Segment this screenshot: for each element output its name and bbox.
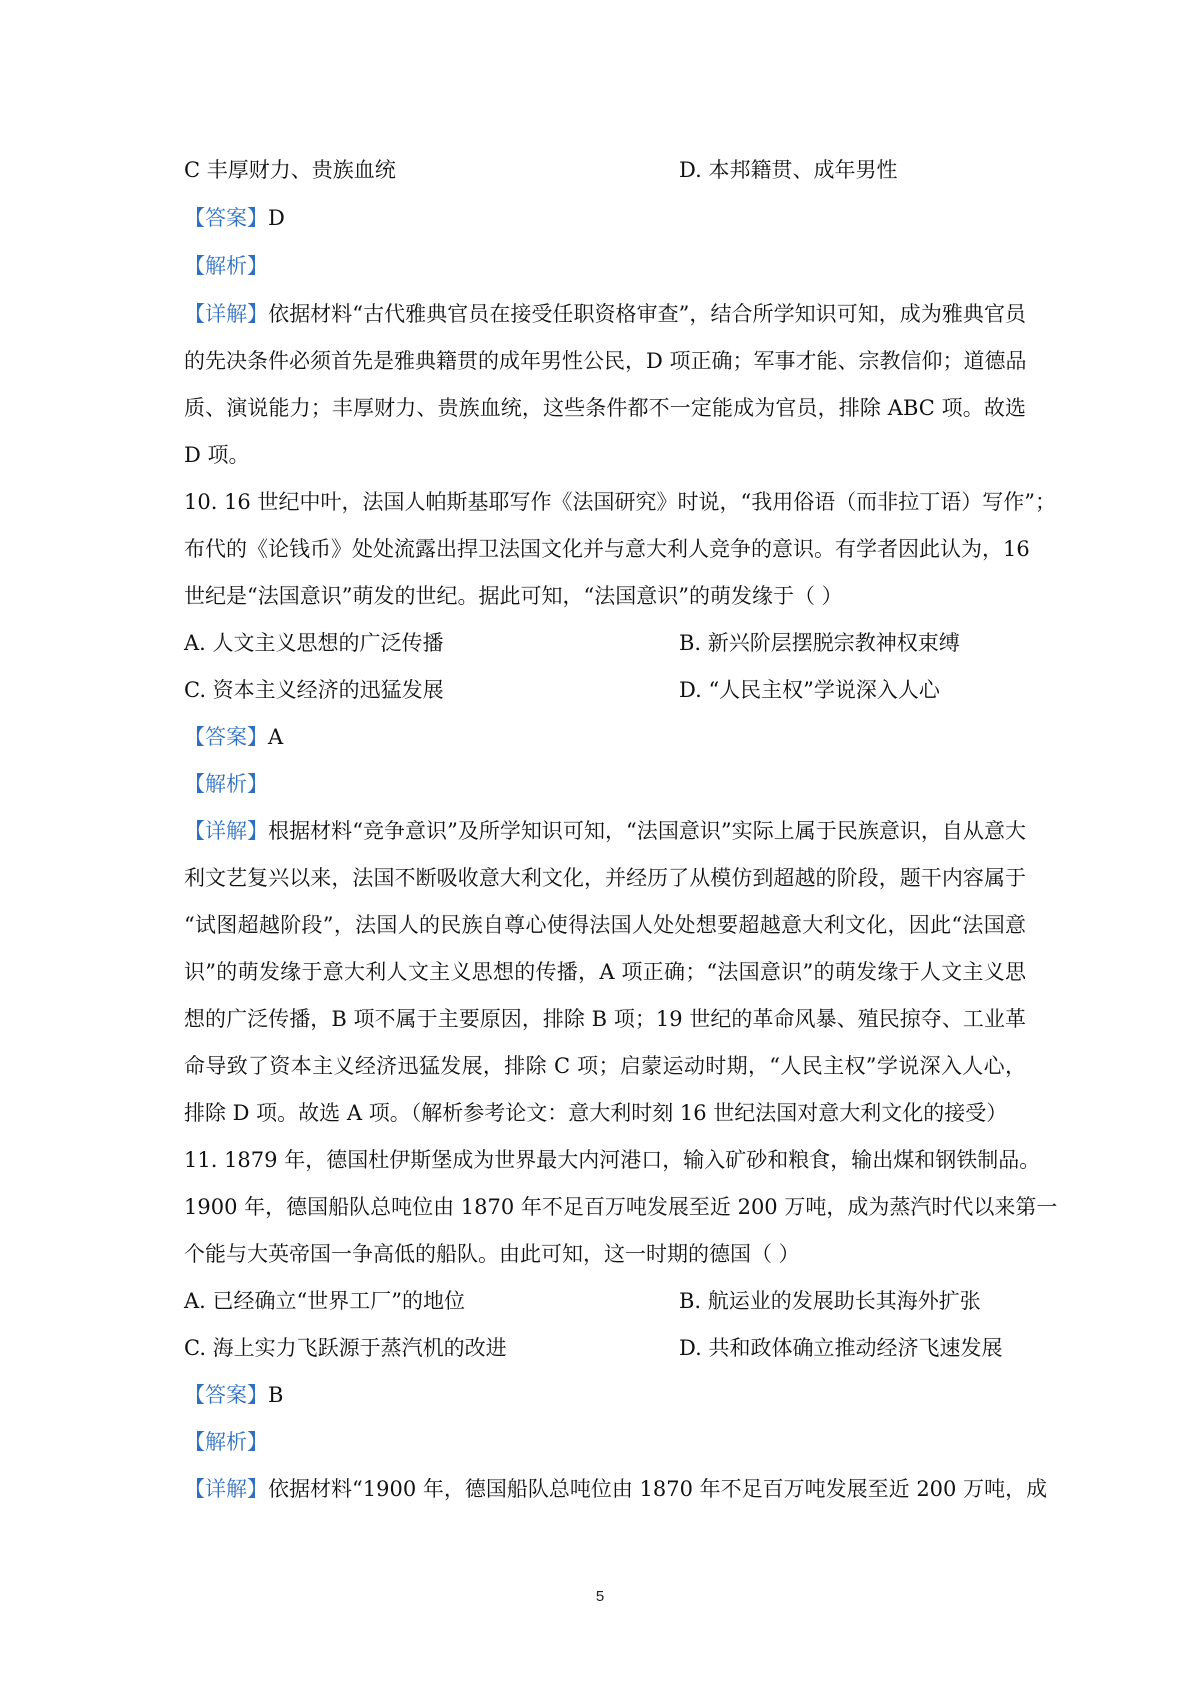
q9-option-c: C 丰厚财力、贵族血统 [184, 158, 396, 182]
q10-detail-line-5: 想的广泛传播，B 项不属于主要原因，排除 B 项；19 世纪的革命风暴、殖民掠夺、工业革 [184, 1007, 1026, 1031]
q11-option-b: B. 航运业的发展助长其海外扩张 [679, 1289, 981, 1313]
page-number: 5 [595, 1588, 605, 1605]
q9-option-d: D. 本邦籍贯、成年男性 [679, 158, 898, 182]
q11-option-d: D. 共和政体确立推动经济飞速发展 [679, 1336, 1003, 1360]
q9-detail-line-2: 的先决条件必须首先是雅典籍贯的成年男性公民，D 项正确；军事才能、宗教信仰；道德品 [184, 349, 1027, 373]
q10-detail-line-7: 排除 D 项。故选 A 项。（解析参考论文：意大利时刻 16 世纪法国对意大利文化的接受） [184, 1101, 1008, 1125]
q10-answer [184, 723, 283, 751]
q9-analysis-heading [184, 252, 268, 280]
q10-stem-line-2: 布代的《论钱币》处处流露出捍卫法国文化并与意大利人竞争的意识。有学者因此认为，16 [184, 537, 1030, 561]
q11-detail-line-1: 【详解】依据材料“1900 年，德国船队总吨位由 1870 年不足百万吨发展至近 200 万吨，成 [184, 1477, 1048, 1501]
q11-analysis-heading [184, 1428, 268, 1456]
detail-tag: 【详解】 [184, 819, 269, 843]
q11-stem-line-1: 11. 1879 年，德国杜伊斯堡成为世界最大内河港口，输入矿砂和粮食，输出煤和钢铁制品。 [184, 1148, 1041, 1172]
q10-option-d: D. “人民主权”学说深入人心 [679, 678, 940, 702]
answer-value: A [268, 725, 284, 749]
detail-tag: 【详解】 [184, 1477, 268, 1501]
q11-stem-line-2: 1900 年，德国船队总吨位由 1870 年不足百万吨发展至近 200 万吨，成为蒸汽时代以来第一 [184, 1195, 1058, 1219]
q10-detail-line-2: 利文艺复兴以来，法国不断吸收意大利文化，并经历了从模仿到超越的阶段，题干内容属于 [184, 866, 1026, 890]
q10-detail-line-6: 命导致了资本主义经济迅猛发展，排除 C 项；启蒙运动时期，“人民主权”学说深入人心， [184, 1054, 1026, 1078]
q11-option-c: C. 海上实力飞跃源于蒸汽机的改进 [184, 1336, 507, 1360]
analysis-tag: 【解析】 [184, 1430, 268, 1454]
q11-answer [184, 1381, 283, 1409]
detail-tag: 【详解】 [184, 302, 269, 326]
q10-stem-line-1: 10. 16 世纪中叶，法国人帕斯基耶写作《法国研究》时说，“我用俗语（而非拉丁语）写作”； [184, 490, 1056, 514]
q10-option-c: C. 资本主义经济的迅猛发展 [184, 678, 444, 702]
answer-value: D [268, 206, 285, 230]
q10-analysis-heading [184, 770, 268, 798]
q11-stem-line-3: 个能与大英帝国一争高低的船队。由此可知，这一时期的德国（ ） [184, 1242, 800, 1266]
q9-detail-line-4: D 项。 [184, 443, 250, 467]
q11-option-a: A. 已经确立“世界工厂”的地位 [184, 1289, 465, 1313]
analysis-tag: 【解析】 [184, 772, 268, 796]
q9-detail-line-1: 【详解】依据材料“古代雅典官员在接受任职资格审查”，结合所学知识可知，成为雅典官员 [184, 302, 1027, 326]
analysis-tag: 【解析】 [184, 254, 268, 278]
q10-detail-line-4: 识”的萌发缘于意大利人文主义思想的传播，A 项正确；“法国意识”的萌发缘于人文主义思 [184, 960, 1026, 984]
q10-stem-line-3: 世纪是“法国意识”萌发的世纪。据此可知，“法国意识”的萌发缘于（ ） [184, 584, 843, 608]
q10-detail-line-1: 【详解】根据材料“竞争意识”及所学知识可知，“法国意识”实际上属于民族意识，自从意大 [184, 819, 1026, 843]
q10-option-b: B. 新兴阶层摆脱宗教神权束缚 [679, 631, 960, 655]
q9-answer [184, 204, 285, 232]
answer-tag: 【答案】 [184, 206, 268, 230]
answer-tag: 【答案】 [184, 1383, 268, 1407]
answer-tag: 【答案】 [184, 725, 268, 749]
answer-value: B [268, 1383, 284, 1407]
q9-detail-line-3: 质、演说能力；丰厚财力、贵族血统，这些条件都不一定能成为官员，排除 ABC 项。故选 [184, 396, 1026, 420]
q10-option-a: A. 人文主义思想的广泛传播 [184, 631, 444, 655]
q10-detail-line-3: “试图超越阶段”，法国人的民族自尊心使得法国人处处想要超越意大利文化，因此“法国意 [184, 913, 1026, 937]
